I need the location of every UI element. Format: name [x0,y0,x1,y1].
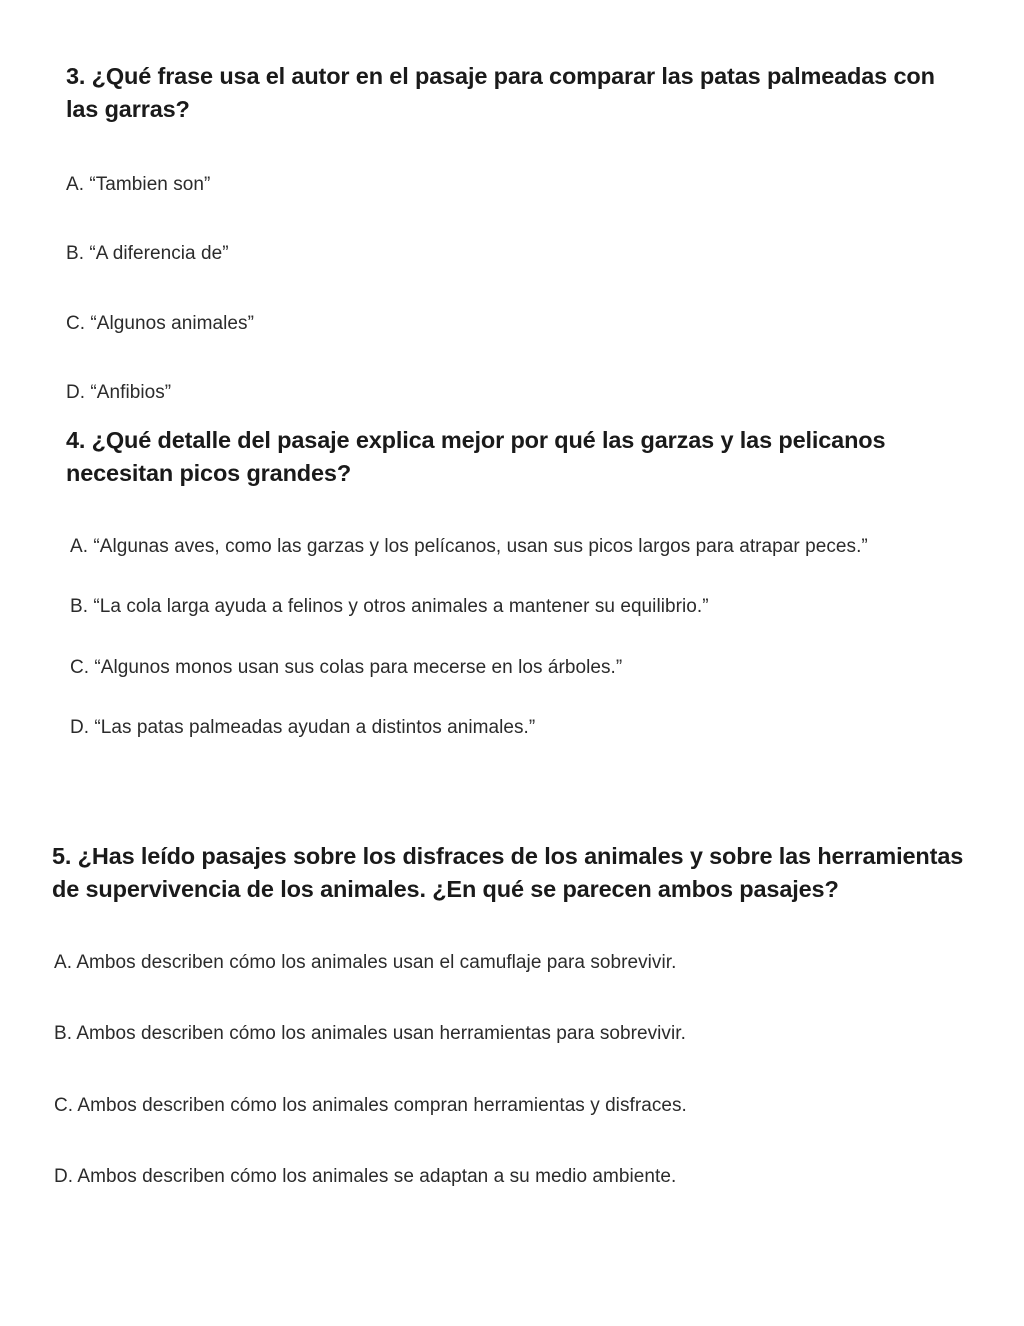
question-5-option-d[interactable]: D. Ambos describen cómo los animales se adaptan a su medio ambiente. [54,1166,677,1188]
question-5-options [52,949,967,1192]
question-3-option-a[interactable]: A. “Tambien son” [66,173,211,195]
question-4-option-c[interactable]: C. “Algunos monos usan sus colas para mecerse en los árboles.” [70,656,623,678]
question-3-heading: 3. ¿Qué frase usa el autor en el pasaje para comparar las patas palmeadas con las garras? [66,63,935,123]
question-5-heading: 5. ¿Has leído pasajes sobre los disfraces de los animales y sobre las herramientas de supervivencia de los animales. ¿En qué se parecen ambos pasajes? [52,843,964,903]
question-block-4 [66,424,938,743]
question-5-option-b[interactable]: B. Ambos describen cómo los animales usan herramientas para sobrevivir. [54,1023,686,1045]
question-5-option-c[interactable]: C. Ambos describen cómo los animales compran herramientas y disfraces. [54,1094,687,1116]
question-3-option-c[interactable]: C. “Algunos animales” [66,312,254,334]
question-4-heading: 4. ¿Qué detalle del pasaje explica mejor por qué las garzas y las pelicanos necesitan picos grandes? [66,427,886,487]
question-4-option-d[interactable]: D. “Las patas palmeadas ayudan a distintos animales.” [70,717,536,739]
question-4-option-a[interactable]: A. “Algunas aves, como las garzas y los pelícanos, usan sus picos largos para atrapar peces.” [70,535,868,557]
question-block-5 [52,840,967,1192]
question-block-3 [66,60,938,408]
question-3-option-b[interactable]: B. “A diferencia de” [66,243,229,265]
question-3-options [66,171,938,408]
question-5-option-a[interactable]: A. Ambos describen cómo los animales usan el camuflaje para sobrevivir. [54,951,677,973]
question-4-options [66,533,938,743]
question-3-option-d[interactable]: D. “Anfibios” [66,382,172,404]
question-4-option-b[interactable]: B. “La cola larga ayuda a felinos y otros animales a mantener su equilibrio.” [70,596,709,618]
